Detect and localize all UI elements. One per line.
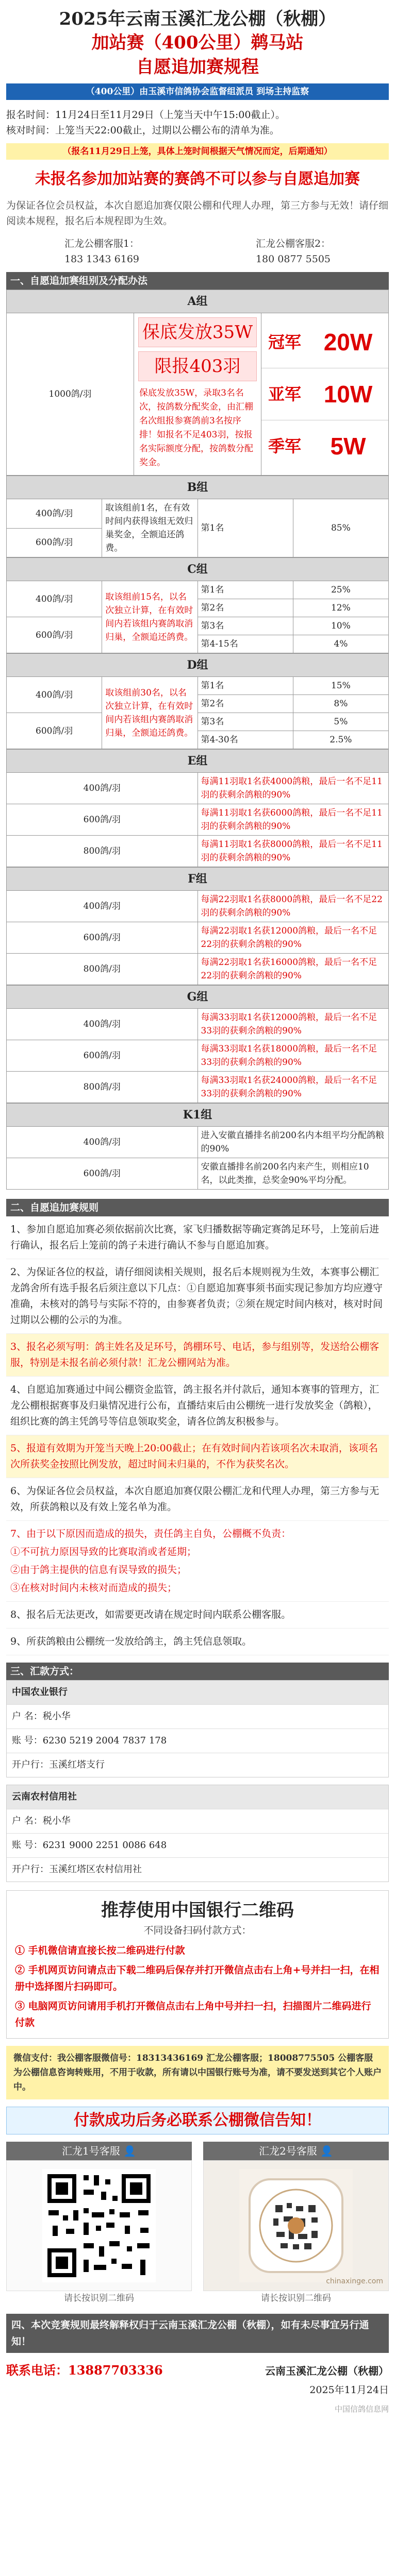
group-k1-table	[6, 1103, 389, 1190]
bank-2-number[interactable]: 6231 9000 2251 0086 648	[42, 1840, 167, 1851]
contact-left-phone[interactable]: 183 1343 6169	[64, 253, 140, 265]
group-b-title: B组	[7, 476, 389, 499]
bank-1-account-label: 户 名：	[12, 1711, 43, 1722]
bank-1-number[interactable]: 6230 5219 2004 7837 178	[42, 1735, 167, 1746]
group-d-fee: 600鸽/羽	[7, 713, 102, 749]
group-a-prize-amount: 5W	[330, 433, 366, 460]
group-d-title: D组	[7, 654, 389, 677]
group-a-table	[6, 290, 389, 476]
group-d-pct: 8%	[293, 695, 388, 713]
watermark: chinaxinge.com	[326, 2277, 383, 2285]
group-f-fee: 600鸽/羽	[7, 922, 198, 954]
group-a-banner-2: 限报403羽	[138, 351, 257, 381]
wechat-cards	[6, 2142, 389, 2306]
group-c-fee: 600鸽/羽	[7, 617, 102, 653]
group-d-pct: 5%	[293, 713, 388, 731]
page-subtitle-2: 自愿追加赛规程	[136, 57, 259, 77]
bank-2-account-label: 户 名：	[12, 1816, 43, 1826]
group-g-fee: 800鸽/羽	[7, 1072, 198, 1103]
group-a-prize-amount: 20W	[323, 329, 373, 355]
group-f-table	[6, 867, 389, 985]
brand-logo: 中国信鸽信息网	[334, 2404, 389, 2414]
group-c-pct: 12%	[293, 599, 388, 617]
group-a-prize-rank: 冠军	[268, 332, 301, 352]
contact-label: 联系电话：	[6, 2363, 68, 2378]
group-d-table	[6, 653, 389, 749]
group-f-fee: 400鸽/羽	[7, 891, 198, 922]
qr-caption: 请长按识别二维码	[64, 2293, 134, 2303]
bank-2-account-name: 税小华	[42, 1816, 71, 1826]
group-k1-desc: 安徽直播排名前200名内来产生，则相应10名，以此类推，总奖金90%平均分配。	[198, 1158, 389, 1190]
group-b-rank: 第1名	[198, 499, 293, 557]
bank-2-name: 云南农村信用社	[7, 1785, 388, 1809]
bank-account-1	[6, 1680, 389, 1777]
rule-item: 6、为保证各位会员权益，本次自愿追加赛仅限公棚汇龙和代理人办理，第三方参与无效，所获鸽粮以及有效上笼名单为准。	[6, 1478, 389, 1521]
rules-list	[6, 1216, 389, 1655]
group-e-desc: 每满11羽取1名获4000鸽粮，最后一名不足11羽的获剩余鸽粮的90%	[198, 773, 389, 804]
group-b-fee: 400鸽/羽	[7, 499, 102, 529]
rule-item: 7、由于以下原因而造成的损失，责任鸽主自负，公棚概不负责：	[10, 1528, 291, 1539]
group-d-rank: 第3名	[198, 713, 293, 731]
group-c-pct: 10%	[293, 617, 388, 635]
group-f-fee: 800鸽/羽	[7, 954, 198, 985]
bank-1-branch: 玉溪红塔支行	[49, 1759, 105, 1770]
group-a-desc: 保底发放35W，录取3名名次，按鸽数分配奖金，由汇棚名次组报参赛鸽前3名按序排！如报名不足403羽，按报名实际额度分配，按鸽数分配奖金。	[139, 388, 253, 468]
schedule-note: （报名11月29日上笼，具体上笼时间根据天气情况而定，后期通知）	[6, 143, 389, 160]
group-k1-fee: 400鸽/羽	[7, 1127, 198, 1158]
contact-left-label: 汇龙公棚客服1：	[64, 238, 140, 249]
footer-date: 2025年11月24日	[309, 2384, 389, 2396]
warning-heading: 未报名参加加站赛的赛鸽不可以参与自愿追加赛	[35, 170, 360, 188]
group-b-desc: 取该组前1名，在有效时间内获得该组无效归巢奖金，全额追还鸽费。	[102, 499, 198, 557]
bank-1-account-name: 税小华	[42, 1711, 71, 1722]
group-g-desc: 每满33羽取1名获12000鸽粮，最后一名不足33羽的获剩余鸽粮的90%	[198, 1009, 389, 1040]
group-c-rank: 第3名	[198, 617, 293, 635]
group-f-desc: 每满22羽取1名获8000鸽粮，最后一名不足22羽的获剩余鸽粮的90%	[198, 891, 389, 922]
group-d-pct: 2.5%	[293, 731, 388, 749]
bank-2-number-label: 账 号：	[12, 1840, 43, 1851]
qr-title: 推荐使用中国银行二维码	[101, 1900, 294, 1921]
group-c-desc: 取该组前15名，以名次独立计算，在有效时间内若该组内赛鸽取消归巢，全额追还鸽费。	[102, 581, 198, 653]
group-k1-desc: 进入安徽直播排名前200名内本组平均分配鸽粮的90%	[198, 1127, 389, 1158]
group-c-pct: 4%	[293, 635, 388, 653]
group-e-fee: 600鸽/羽	[7, 804, 198, 836]
section-heading-1: 一、自愿追加赛组别及分配办法	[6, 272, 389, 290]
qr-step-3: ③ 电脑网页访问请用手机打开微信点击右上角中号并扫一扫，扫描图片二维码进行付款	[15, 2001, 371, 2028]
rule-item: 8、报名后无法更改，如需要更改请在规定时间内联系公棚客服。	[6, 1602, 389, 1629]
bank-1-number-label: 账 号：	[12, 1735, 43, 1746]
wechat-card-title: 汇龙1号客服	[62, 2145, 120, 2157]
rule-item: ③在核对时间内未核对而造成的损失；	[6, 1579, 389, 1602]
qr-code-icon[interactable]	[42, 2169, 156, 2282]
group-a-prize-rank: 季军	[268, 436, 301, 456]
signup-time: 报名时间：11月24日至11月29日（上笼当天中午15:00截止）。	[6, 109, 285, 121]
group-c-pct: 25%	[293, 581, 388, 599]
user-icon: 👤	[320, 2145, 333, 2157]
contact-right-phone[interactable]: 180 0877 5505	[255, 253, 331, 265]
group-e-desc: 每满11羽取1名获8000鸽粮，最后一名不足11羽的获剩余鸽粮的90%	[198, 836, 389, 867]
group-e-title: E组	[7, 750, 389, 773]
group-f-title: F组	[7, 868, 389, 891]
group-g-fee: 600鸽/羽	[7, 1040, 198, 1072]
group-c-fee: 400鸽/羽	[7, 581, 102, 617]
supervision-banner: （400公里）由玉溪市信鸽协会监督组派员 到场主持监察	[6, 83, 389, 100]
rule-item: 2、为保证各位的权益，请仔细阅读相关规则，报名后本规则视为生效，本赛事公棚汇龙鸽舍所有选手报名后须注意以下几点：①自愿追加赛事须书面实现记参加方均应遵守准确，未核对的鸽号与实际不符的，由参赛者负责；②须在规定时间内核对，核对时间过期以公棚的公示的为准。	[6, 1259, 389, 1334]
group-c-rank: 第1名	[198, 581, 293, 599]
group-k1-title: K1组	[7, 1104, 389, 1127]
group-b-pct: 85%	[293, 499, 388, 557]
rule-item: 9、所获鸽粮由公棚统一发放给鸽主，鸽主凭信息领取。	[6, 1629, 389, 1655]
group-f-desc: 每满22羽取1名获16000鸽粮，最后一名不足22羽的获剩余鸽粮的90%	[198, 954, 389, 985]
section-heading-4: 四、本次竞赛规则最终解释权归于云南玉溪汇龙公棚（秋棚），如有未尽事宜另行通知！	[6, 2314, 389, 2353]
group-d-rank: 第4-30名	[198, 731, 293, 749]
contact-phone[interactable]: 13887703336	[68, 2363, 163, 2378]
page-title: 2025年云南玉溪汇龙公棚（秋棚）	[59, 9, 336, 29]
wechat-card-2	[203, 2142, 389, 2306]
group-c-rank: 第2名	[198, 599, 293, 617]
contact-left	[6, 236, 198, 267]
bank-2-branch-label: 开户行：	[12, 1864, 49, 1875]
rule-item: 3、报名必须写明：鸽主姓名及足环号，鸽棚环号、电话，参与组别等，发送给公棚客服，特别是未报名前必须付款！汇龙公棚网站为准。	[6, 1334, 389, 1377]
footer-org: 云南玉溪汇龙公棚（秋棚）	[265, 2365, 389, 2377]
group-a-title: A组	[7, 290, 389, 313]
section-heading-3: 三、汇款方式：	[6, 1663, 389, 1680]
qr-subtitle: 不同设备扫码付款方式：	[143, 1925, 252, 1936]
confirm-banner: 付款成功后务必联系公棚微信告知！	[6, 2107, 389, 2134]
group-g-fee: 400鸽/羽	[7, 1009, 198, 1040]
period-block	[6, 107, 389, 138]
group-g-desc: 每满33羽取1名获24000鸽粮，最后一名不足33羽的获剩余鸽粮的90%	[198, 1072, 389, 1103]
group-d-rank: 第2名	[198, 695, 293, 713]
rule-item: 4、自愿追加赛通过中间公棚资金监管，鸽主报名并付款后，通知本赛事的管理方，汇龙公棚根据赛事及归巢情况进行公布，直播结束后由公棚统一进行发放奖金（鸽粮），组织比赛的鸽主凭鸽号等信息领取奖金，请各位鸽友积极参与。	[6, 1377, 389, 1435]
qr-instructions	[6, 1890, 389, 2039]
group-e-table	[6, 749, 389, 867]
bank-1-branch-label: 开户行：	[12, 1759, 49, 1770]
group-e-fee: 400鸽/羽	[7, 773, 198, 804]
group-a-banner-1: 保底发放35W	[138, 317, 257, 347]
qr-step-1: ① 手机微信请直接长按二维码进行付款	[15, 1945, 185, 1956]
group-g-title: G组	[7, 986, 389, 1009]
group-d-fee: 400鸽/羽	[7, 677, 102, 713]
user-icon: 👤	[123, 2145, 136, 2157]
group-c-rank: 第4-15名	[198, 635, 293, 653]
wechat-card-1	[6, 2142, 192, 2306]
group-a-prize-amount: 10W	[323, 381, 373, 408]
qr-caption: 请长按识别二维码	[261, 2293, 331, 2303]
group-b-table	[6, 476, 389, 557]
intro-paragraph: 为保证各位会员权益，本次自愿追加赛仅限公棚和代理人办理，第三方参与无效！请仔细阅读本规程，报名后本规程即为生效。	[6, 200, 389, 227]
group-g-table	[6, 985, 389, 1103]
footer-row	[6, 2360, 389, 2378]
group-c-title: C组	[7, 558, 389, 581]
rule-item: 5、报道有效期为开笼当天晚上20:00截止；在有效时间内若该项名次未取消，该项名次所获奖金按照比例发放，超过时间未归巢的，不作为获奖名次。	[6, 1435, 389, 1478]
rule-item: ②由于鸽主提供的信息有误导致的损失；	[10, 1564, 187, 1575]
group-a-prize-rank: 亚军	[268, 384, 301, 404]
contact-right-label: 汇龙公棚客服2：	[255, 238, 331, 249]
group-e-desc: 每满11羽取1名获6000鸽粮，最后一名不足11羽的获剩余鸽粮的90%	[198, 804, 389, 836]
group-g-desc: 每满33羽取1名获18000鸽粮，最后一名不足33羽的获剩余鸽粮的90%	[198, 1040, 389, 1072]
group-e-fee: 800鸽/羽	[7, 836, 198, 867]
contact-phones	[6, 236, 389, 267]
section-heading-2: 二、自愿追加赛规则	[6, 1199, 389, 1216]
wechat-card-title: 汇龙2号客服	[259, 2145, 317, 2157]
group-a-fee: 1000鸽/羽	[7, 313, 134, 476]
group-b-fee: 600鸽/羽	[7, 528, 102, 557]
bank-1-name: 中国农业银行	[7, 1681, 388, 1705]
group-d-pct: 15%	[293, 677, 388, 695]
rule-item: 1、参加自愿追加赛必须依据前次比赛，家飞归播数据等确定赛鸽足环号，上笼前后进行确认，报名后上笼前的鸽子未进行确认不参与自愿追加赛。	[6, 1216, 389, 1259]
group-c-table	[6, 557, 389, 653]
wechat-note: 微信支付：我公棚客服微信号：18313436169 汇龙公棚客服；18008775505 公棚客服为公棚信息咨询转账用，不用于收款，所有请以中国银行账号为准，请不要发送到其它个人账户中。	[6, 2046, 389, 2099]
contact-right	[198, 236, 389, 267]
rule-item: ①不可抗力原因导致的比赛取消或者延期；	[10, 1546, 197, 1557]
page-subtitle: 加站赛（400公里）鹈马站	[91, 32, 304, 53]
wechat-qr-photo-icon[interactable]	[239, 2169, 353, 2282]
qr-step-2: ② 手机网页访问请点击下载二维码后保存并打开微信点击右上角+号并扫一扫，在相册中选择图片扫码即可。	[15, 1964, 380, 1992]
group-d-rank: 第1名	[198, 677, 293, 695]
bank-2-branch: 玉溪红塔区农村信用社	[49, 1864, 142, 1875]
check-time: 核对时间：上笼当天22:00截止，过期以公棚公布的清单为准。	[6, 125, 279, 136]
bank-account-2	[6, 1785, 389, 1882]
group-k1-fee: 600鸽/羽	[7, 1158, 198, 1190]
group-d-desc: 取该组前30名，以名次独立计算，在有效时间内若该组内赛鸽取消归巢，全额追还鸽费。	[102, 677, 198, 749]
group-f-desc: 每满22羽取1名获12000鸽粮，最后一名不足22羽的获剩余鸽粮的90%	[198, 922, 389, 954]
